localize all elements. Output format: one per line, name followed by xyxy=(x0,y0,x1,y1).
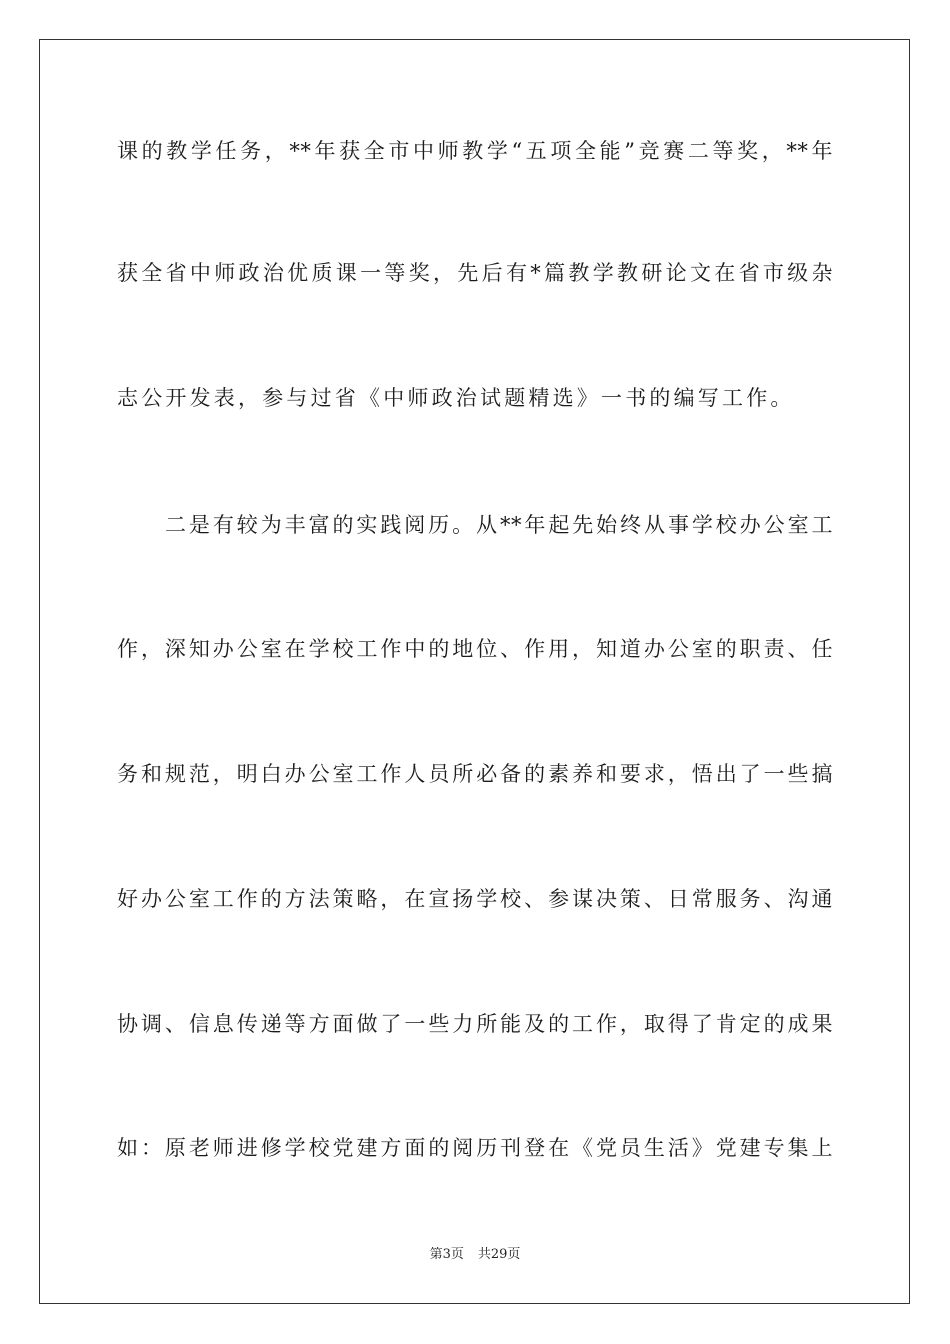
text-line: 课的教学任务，**年获全市中师教学“五项全能”竞赛二等奖，**年 xyxy=(117,139,833,163)
text-line: 务和规范，明白办公室工作人员所必备的素养和要求，悟出了一些搞 xyxy=(117,762,833,786)
text-line: 作，深知办公室在学校工作中的地位、作用，知道办公室的职责、任 xyxy=(117,637,833,661)
text-line: 协调、信息传递等方面做了一些力所能及的工作，取得了肯定的成果 xyxy=(117,1012,833,1036)
text-line: 好办公室工作的方法策略，在宣扬学校、参谋决策、日常服务、沟通 xyxy=(117,887,833,911)
text-line: 如：原老师进修学校党建方面的阅历刊登在《党员生活》党建专集上 xyxy=(117,1136,833,1160)
page-number: 第3页 xyxy=(429,1247,464,1262)
text-line: 志公开发表，参与过省《中师政治试题精选》一书的编写工作。 xyxy=(117,386,795,410)
text-line: 获全省中师政治优质课一等奖，先后有*篇教学教研论文在省市级杂 xyxy=(117,261,833,285)
paragraph-first-line: 二是有较为丰富的实践阅历。从**年起先始终从事学校办公室工 xyxy=(165,513,833,537)
page-footer xyxy=(0,1246,950,1264)
page-total: 共29页 xyxy=(477,1247,521,1262)
